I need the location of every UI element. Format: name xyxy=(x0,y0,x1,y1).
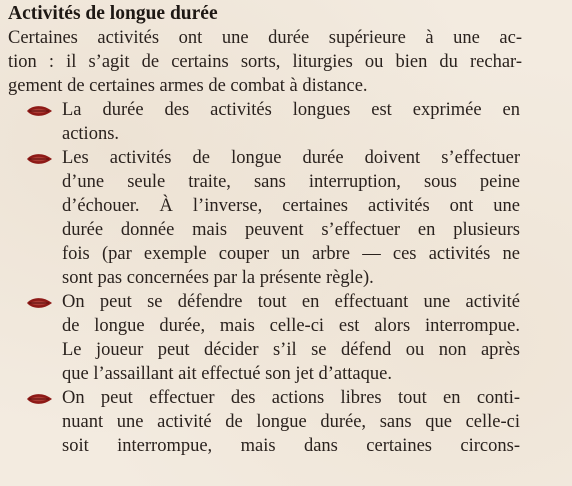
intro-line: gement de certaines armes de combat à distance. xyxy=(8,76,368,96)
bullet-line: fois (par exemple couper un arbre — ces activités ne xyxy=(62,244,520,264)
bullet-line: sont pas concernées par la présente règle). xyxy=(62,268,374,288)
intro-line: Certaines activités ont une durée supérieure à une ac- xyxy=(8,28,522,48)
bullet-line: Les activités de longue durée doivent s’effectuer xyxy=(62,148,520,168)
bullet-line: On peut se défendre tout en effectuant une activité xyxy=(62,292,520,312)
bullet-line: d’une seule traite, sans interruption, sous peine xyxy=(62,172,520,192)
bullet-line: de longue durée, mais celle-ci est alors interrompue. xyxy=(62,316,520,336)
leaf-bullet-icon xyxy=(26,152,53,166)
bullet-line: que l’assaillant ait effectué son jet d’attaque. xyxy=(62,364,392,384)
section-heading: Activités de longue durée xyxy=(8,3,218,24)
bullet-line: La durée des activités longues est exprimée en xyxy=(62,100,520,120)
bullet-line: actions. xyxy=(62,124,120,144)
leaf-bullet-icon xyxy=(26,296,53,310)
bullet-line: Le joueur peut décider s’il se défend ou non après xyxy=(62,340,520,360)
bullet-line: On peut effectuer des actions libres tout en conti- xyxy=(62,388,520,408)
bullet-line: soit interrompue, mais dans certaines circons- xyxy=(62,436,520,456)
bullet-line: durée donnée mais peuvent s’effectuer en plusieurs xyxy=(62,220,520,240)
bullet-line: d’échouer. À l’inverse, certaines activités ont une xyxy=(62,196,520,216)
intro-line: tion : il s’agit de certains sorts, liturgies ou bien du rechar- xyxy=(8,52,522,72)
bullet-line: nuant une activité de longue durée, sans que celle-ci xyxy=(62,412,520,432)
leaf-bullet-icon xyxy=(26,392,53,406)
leaf-bullet-icon xyxy=(26,104,53,118)
